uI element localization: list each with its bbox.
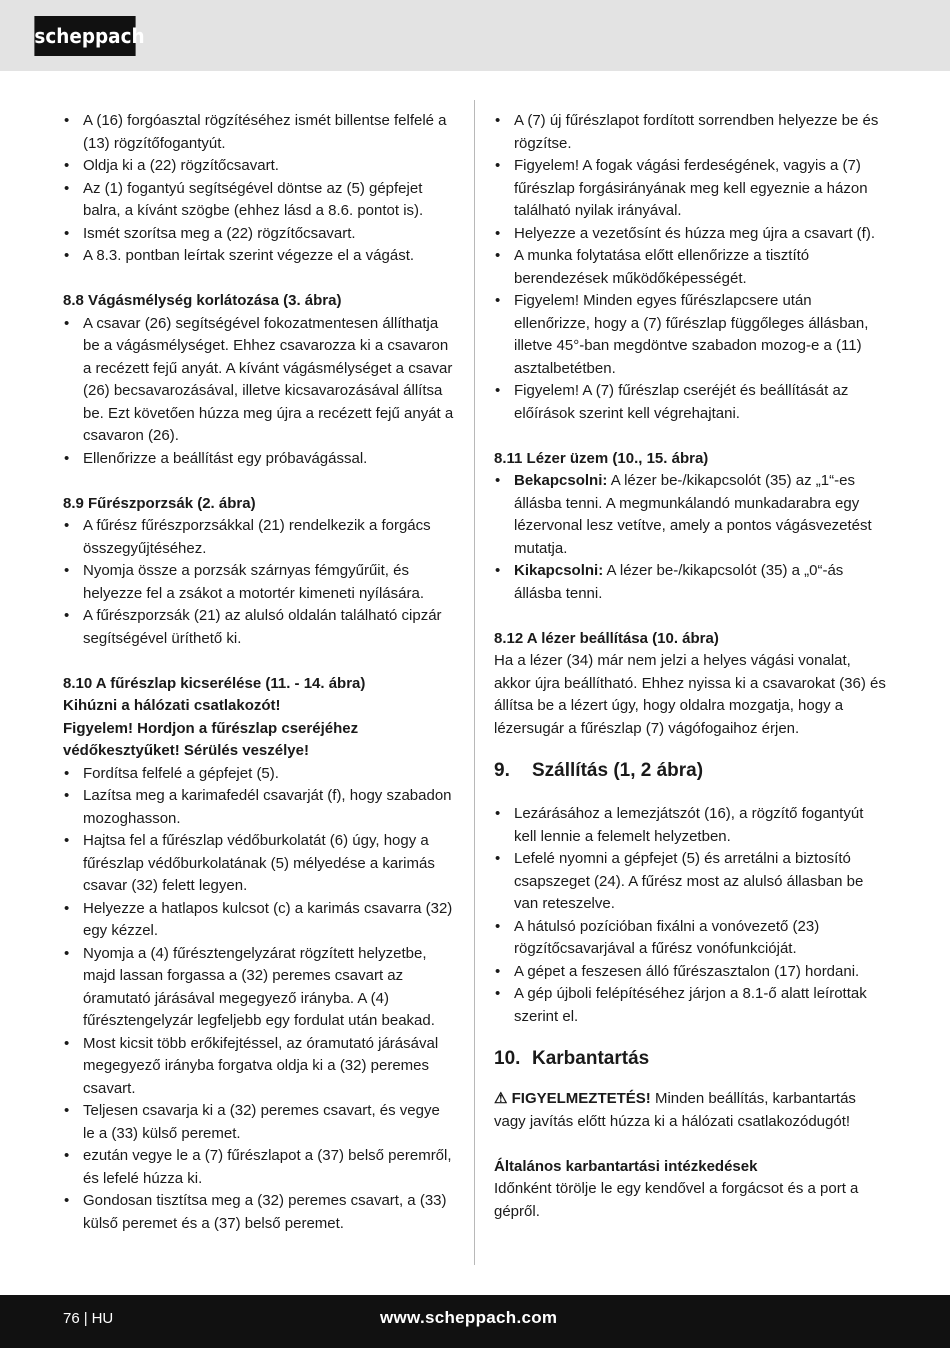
- section-title-9: [494, 758, 886, 784]
- list-item: • Oldja ki a (22) rögzítőcsavart.: [63, 155, 455, 178]
- bullet-list: [494, 803, 886, 1028]
- warning-triangle-icon: ⚠: [494, 1090, 508, 1107]
- list-item: • Az (1) fogantyú segítségével döntse az (5) gépfejet balra, a kívánt szögbe (ehhez lásd a 8.6. pontot is).: [63, 178, 455, 223]
- list-item: • Ismét szorítsa meg a (22) rögzítőcsavart.: [63, 223, 455, 246]
- page-indicator: [63, 1310, 113, 1327]
- header-bar: [0, 0, 950, 71]
- list-item: • A fűrész fűrészporzsákkal (21) rendelkezik a forgács összegyűjtéséhez.: [63, 515, 455, 560]
- section-title-text: Karbantartás: [532, 1048, 650, 1069]
- section-heading-8-9: 8.9 Fűrészporzsák (2. ábra): [63, 494, 256, 512]
- list-item: • Figyelem! A fogak vágási ferdeségének, vagyis a (7) fűrészlap forgásirányának meg kell egyeznie a házon található nyilak irányával.: [494, 155, 886, 223]
- list-item: • Fordítsa felfelé a gépfejet (5).: [63, 763, 455, 786]
- bullet-list: [63, 110, 455, 268]
- list-item: • Figyelem! A (7) fűrészlap cseréjét és beállítását az előírások szerint kell végrehajtani.: [494, 380, 886, 425]
- laser-on-text: A lézer be-/kikapcsolót (35) az „1“-es állásba tenni. A megmunkálandó munkadarabra egy lézervonal lesz vetítve, amely a pontos vágásvezetést mutatja.: [514, 472, 872, 557]
- list-item: • A hátulsó pozícióban fixálni a vonóvezető (23) rögzítőcsavarjával a fűrész vonófunkcióját.: [494, 916, 886, 961]
- brand-logo: scheppach: [34, 16, 135, 56]
- section-heading-8-10: 8.10 A fűrészlap kicserélése (11. - 14. ábra): [63, 674, 366, 692]
- list-item: • A munka folytatása előtt ellenőrizze a tisztító berendezések működőképességét.: [494, 245, 886, 290]
- warning-paragraph: [494, 1088, 886, 1133]
- section-number: 9.: [494, 760, 510, 781]
- warning-label: FIGYELMEZTETÉS!: [511, 1090, 651, 1107]
- warning-gloves: Figyelem! Hordjon a fűrészlap cseréjéhez védőkesztyűket! Sérülés veszélye!: [63, 719, 359, 759]
- right-column: [494, 110, 886, 1223]
- list-item: • Ellenőrizze a beállítást egy próbavágással.: [63, 448, 455, 471]
- warning-text: Minden beállítás, karbantartás vagy javítás előtt húzza ki a hálózati csatlakozódugót!: [494, 1090, 856, 1130]
- section-heading-8-11: 8.11 Lézer üzem (10., 15. ábra): [494, 449, 709, 467]
- column-divider: [474, 100, 475, 1265]
- list-item: • Lefelé nyomni a gépfejet (5) és arretálni a biztosító csapszeget (24). A fűrész most az alulsó állasban be van reteszelve.: [494, 848, 886, 916]
- list-item: • Nyomja a (4) fűrésztengelyzárat rögzített helyzetbe, majd lassan forgassa a (32) peremes csavart az óramutató járásával megegyező irányba. A (4) fűrésztengelyzár legfeljebb egy fordulat után beakad.: [63, 943, 455, 1033]
- list-item: • Figyelem! Minden egyes fűrészlapcsere után ellenőrizze, hogy a (7) fűrészlap függőleges állásban, illetve 45°-ban megdöntve szabadon mozog-e a (11) asztalbetétben.: [494, 290, 886, 380]
- section-title-text: Szállítás (1, 2 ábra): [532, 760, 704, 781]
- list-item: • Helyezze a hatlapos kulcsot (c) a karimás csavarra (32) egy kézzel.: [63, 898, 455, 943]
- footer-bar: [0, 1295, 950, 1348]
- list-item: • Teljesen csavarja ki a (32) peremes csavart, és vegye le a (33) külső peremet.: [63, 1100, 455, 1145]
- laser-off-text: A lézer be-/kikapcsolót (35) a „0“-ás állásba tenni.: [514, 562, 844, 602]
- section-heading-8-12: 8.12 A lézer beállítása (10. ábra): [494, 629, 719, 647]
- section-title-10: [494, 1046, 886, 1072]
- list-item: • Gondosan tisztítsa meg a (32) peremes csavart, a (33) külső peremet és a (37) belső peremet.: [63, 1190, 455, 1235]
- section-heading-8-8: 8.8 Vágásmélység korlátozása (3. ábra): [63, 292, 342, 309]
- list-item: • Hajtsa fel a fűrészlap védőburkolatát (6) úgy, hogy a fűrészlap védőburkolatának (5) mélyedése a karimás csavar (32) felett legyen.: [63, 830, 455, 898]
- list-item: • Nyomja össze a porzsák szárnyas fémgyűrűit, és helyezze fel a zsákot a motortér kimeneti nyílására.: [63, 560, 455, 605]
- list-item-laser-off: [494, 560, 886, 605]
- bullet-list: [494, 470, 886, 605]
- list-item: • A (16) forgóasztal rögzítéséhez ismét billentse felfelé a (13) rögzítőfogantyút.: [63, 110, 455, 155]
- warning-unplug: Kihúzni a hálózati csatlakozót!: [63, 697, 281, 714]
- section-number: 10.: [494, 1048, 521, 1069]
- bullet-list: [63, 763, 455, 1236]
- bullet-list: [494, 110, 886, 425]
- bullet-list: [63, 313, 455, 471]
- laser-off-label: Kikapcsolni:: [514, 562, 604, 579]
- list-item: • A fűrészporzsák (21) az alulsó oldalán található cipzár segítségével üríthető ki.: [63, 605, 455, 650]
- list-item: • Most kicsit több erőkifejtéssel, az óramutató járásával megegyező irányba forgatva oldja ki a (32) peremes csavart.: [63, 1033, 455, 1101]
- list-item: • A 8.3. pontban leírtak szerint végezze el a vágást.: [63, 245, 455, 268]
- list-item: • ezután vegye le a (7) fűrészlapot a (37) belső peremről, és lefelé húzza ki.: [63, 1145, 455, 1190]
- list-item: • Lazítsa meg a karimafedél csavarját (f), hogy szabadon mozoghasson.: [63, 785, 455, 830]
- paragraph-general-maintenance: Időnként törölje le egy kendővel a forgácsot és a port a gépről.: [494, 1180, 859, 1220]
- list-item: • A gépet a feszesen álló fűrészasztalon (17) hordani.: [494, 961, 886, 984]
- language-code: HU: [91, 1310, 114, 1327]
- laser-on-label: Bekapcsolni:: [514, 472, 608, 489]
- list-item: • A gép újboli felépítéséhez járjon a 8.1-ő alatt leírottak szerint el.: [494, 983, 886, 1028]
- list-item: • A csavar (26) segítségével fokozatmentesen állíthatja be a vágásmélységet. Ehhez csavarozza ki a csavaron a recézett fejű anyát. A kívánt vágásmélységet a csavar (26) becsavarozásával, illetve kicsavarozásával állítsa be. Ezt követően húzza meg újra a recézett fejű anyát a csavaron (26).: [63, 313, 455, 448]
- page-number: 76: [63, 1310, 80, 1327]
- list-item: • Helyezze a vezetősínt és húzza meg újra a csavart (f).: [494, 223, 886, 246]
- list-item-laser-on: [494, 470, 886, 560]
- left-column: [63, 110, 455, 1235]
- website-link[interactable]: www.scheppach.com: [380, 1308, 558, 1327]
- list-item: • Lezárásához a lemezjátszót (16), a rögzítő fogantyút kell lennie a felemelt helyzetben.: [494, 803, 886, 848]
- subheading-general-maintenance: Általános karbantartási intézkedések: [494, 1157, 758, 1175]
- paragraph-laser-adjust: Ha a lézer (34) már nem jelzi a helyes vágási vonalat, akkor újra beállítható. Ehhez nyissa ki a csavarokat (36) és állítsa be a lézert úgy, hogy oldalra mozgatja, hogy a lézersugár a fűrészlap (7) vágófogaihoz érjen.: [494, 652, 886, 737]
- page-separator: |: [83, 1310, 88, 1327]
- list-item: • A (7) új fűrészlapot fordított sorrendben helyezze be és rögzítse.: [494, 110, 886, 155]
- bullet-list: [63, 515, 455, 650]
